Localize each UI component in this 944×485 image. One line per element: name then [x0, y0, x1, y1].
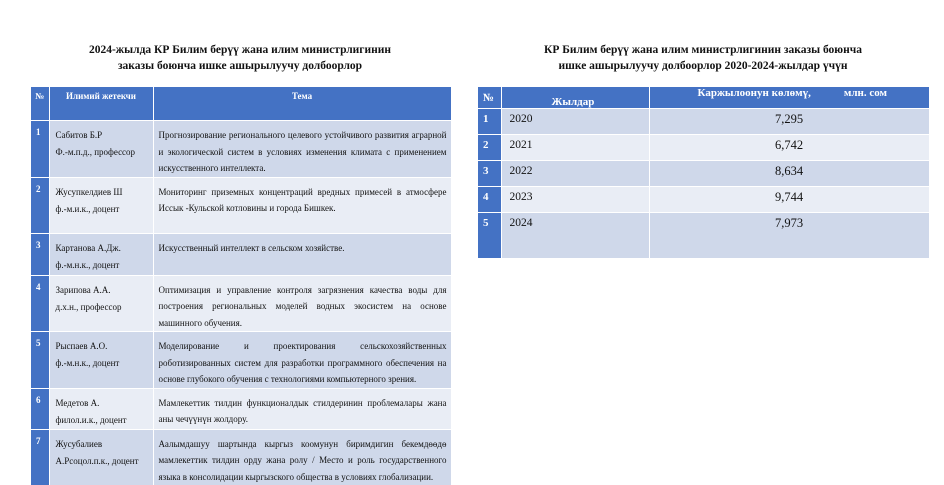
- funding-header-row: [478, 87, 929, 109]
- header-leader: Илимий жетекчи: [49, 87, 153, 121]
- row-num: 6: [31, 388, 49, 429]
- table-row: [478, 187, 929, 213]
- row-topic: Прогнозирование регионального целевого устойчивого развития аграрной и экологической систем в условиях изменения климата с применением искусственного интеллекта.: [153, 121, 451, 178]
- leader-name: Жусубалиев: [55, 438, 103, 449]
- row-num: 2: [478, 135, 501, 161]
- leader-name: Медетов А.: [55, 397, 100, 408]
- row-topic: Аалымдашуу шартында кыргыз коомунун биримдигин бекемдөөдө мамлекеттик тилдин орду жана ролу / Место и роль государственного языка в консолидации кыргызского общества в условиях глобализации.: [153, 429, 451, 485]
- leader-name: Зарипова А.А.: [55, 284, 111, 295]
- row-leader: [49, 177, 153, 233]
- leader-name: Рыспаев А.О.: [55, 341, 108, 351]
- row-num: 7: [31, 429, 49, 485]
- table-row: [31, 332, 451, 389]
- table-row: [478, 161, 929, 187]
- row-topic: Моделирование и проектирования сельскохозяйственных роботизированных систем для разработки программного обеспечения на основе глубокого обучения с технологиями компьютерного зрения.: [153, 332, 451, 389]
- header-topic: Тема: [153, 87, 451, 121]
- row-year: 2023: [501, 187, 649, 213]
- row-num: 1: [478, 109, 501, 135]
- row-leader: [49, 429, 153, 485]
- funding-table: [478, 87, 930, 258]
- header-year: Жылдар: [501, 87, 649, 109]
- header-amount: Каржылоонун көлөмү, млн. сом: [649, 87, 929, 109]
- table-row: [31, 429, 451, 485]
- leader-degree: ф.-м.н.к., доцент: [55, 259, 120, 270]
- leader-degree: д.х.н., профессор: [55, 301, 122, 312]
- row-year: 2022: [501, 161, 649, 187]
- row-amount: 7,973: [649, 213, 929, 259]
- right-title-line1: КР Билим берүү жана илим министрлигинин заказы боюнча: [544, 44, 862, 56]
- row-topic: Мониторинг приземных концентраций вредных примесей в атмосфере Иссык -Кульской котловины и города Бишкек.: [153, 177, 451, 233]
- row-leader: [49, 121, 153, 178]
- row-amount: 7,295: [649, 109, 929, 135]
- right-table-title: [478, 42, 928, 74]
- leader-name: Жусупкелдиев Ш: [55, 186, 123, 197]
- leader-degree: ф.-м.и.к., доцент: [55, 203, 120, 214]
- row-year: 2024: [501, 213, 649, 259]
- row-leader: [49, 275, 153, 332]
- leader-degree: филол.и.к., доцент: [55, 414, 127, 425]
- left-table-title: [30, 42, 450, 74]
- row-amount: 9,744: [649, 187, 929, 213]
- row-leader: [49, 388, 153, 429]
- row-num: 5: [31, 332, 49, 389]
- leader-degree: А.Рсоцол.п.к., доцент: [55, 455, 139, 466]
- header-num: №: [31, 87, 49, 121]
- table-row: [31, 388, 451, 429]
- row-num: 4: [31, 275, 49, 332]
- table-row: [31, 177, 451, 233]
- table-row: [31, 233, 451, 275]
- table-row: [31, 275, 451, 332]
- row-num: 4: [478, 187, 501, 213]
- row-topic: Мамлекеттик тилдин функционалдык стилдеринин проблемалары жана аны чечүүнүн жолдору.: [153, 388, 451, 429]
- projects-header-row: [31, 87, 451, 121]
- row-year: 2021: [501, 135, 649, 161]
- left-title-line1: 2024-жылда КР Билим берүү жана илим министрлигинин: [88, 44, 392, 56]
- row-num: 3: [478, 161, 501, 187]
- leader-degree: Ф.-м.п.д., профессор: [55, 147, 136, 157]
- row-amount: 8,634: [649, 161, 929, 187]
- table-row: [31, 121, 451, 178]
- row-num: 1: [31, 121, 49, 178]
- leader-name: Картанова А.Дж.: [55, 242, 121, 253]
- left-title-line2: заказы боюнча ишке ашырылуучу долбоорлор: [117, 60, 363, 72]
- row-year: 2020: [501, 109, 649, 135]
- row-topic: Оптимизация и управление контроля загрязнения качества воды для построения региональных моделей водных экосистем на основе машинного обучения.: [153, 275, 451, 332]
- table-row: [478, 213, 929, 259]
- table-row: [478, 135, 929, 161]
- row-num: 5: [478, 213, 501, 259]
- projects-table: [31, 87, 452, 485]
- row-topic: Искусственный интеллект в сельском хозяйстве.: [153, 233, 451, 275]
- row-leader: [49, 332, 153, 389]
- right-title-line2: ишке ашырылуучу долбоорлор 2020-2024-жылдар үчүн: [558, 60, 848, 72]
- row-num: 2: [31, 177, 49, 233]
- leader-name: Сабитов Б.Р: [55, 130, 103, 140]
- row-leader: [49, 233, 153, 275]
- table-row: [478, 109, 929, 135]
- header-num: №: [478, 87, 501, 109]
- leader-degree: ф.-м.н.к., доцент: [55, 358, 120, 368]
- row-amount: 6,742: [649, 135, 929, 161]
- row-num: 3: [31, 233, 49, 275]
